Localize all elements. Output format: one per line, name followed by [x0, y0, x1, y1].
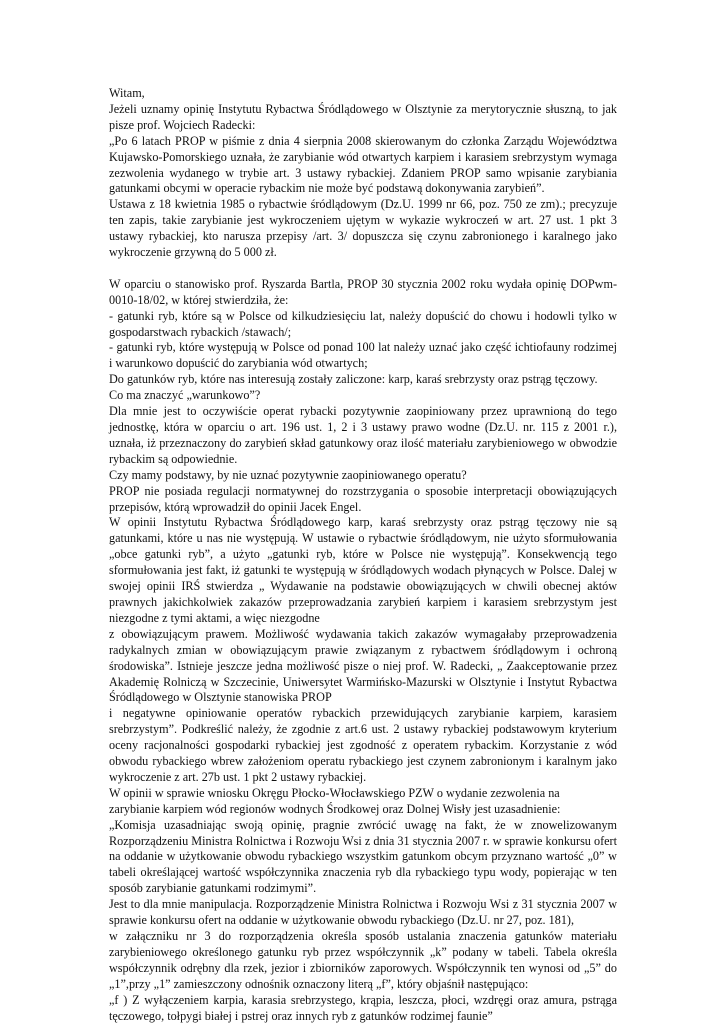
text-line: tabeli określającej wartość współczynnika znaczenia ryb dla rybackiego typu wody, popierając w ten	[109, 865, 617, 880]
text-line: gatunkami obcymi w operacie rybackim nie może być podstawą dokonywania zarybień”.	[109, 181, 545, 196]
text-line: wykroczenie grzywną do 5 000 zł.	[109, 245, 277, 260]
text-line: „1”,przy „1” zamieszczony odnośnik oznaczony literą „f”, który objaśnił następująco:	[109, 976, 529, 991]
text-line: przepisów, którą wprowadził do opinii Jacek Engel.	[109, 499, 362, 514]
text-line: i warunkowo dopuścić do zarybiania wód otwartych;	[109, 356, 368, 371]
text-line: sposób zarybianie gatunkami rodzimymi”.	[109, 881, 317, 896]
text-line: Akademię Rolniczą w Szczecinie, Uniwersytet Warmińsko-Mazurski w Olsztynie i Instytut Rybactwa	[109, 674, 617, 689]
document-body	[109, 86, 617, 1024]
text-line: środowiska”. Istnieje jeszcze jedna możliwość pisze o niej prof. W. Radecki, „ Zaakceptowanie przez	[109, 658, 617, 673]
text-line: Dla mnie jest to oczywiście operat rybacki pozytywnie zaopiniowany przez uprawnioną do tego	[109, 404, 617, 419]
text-line: współczynnik odrębny dla rzek, jezior i zbiorników zaporowych. Współczynnik ten wynosi od „5” do	[109, 960, 617, 975]
text-line: pisze prof. Wojciech Radecki:	[109, 117, 256, 132]
text-line: Kujawsko-Pomorskiego uznała, że zarybianie wód otwartych karpiem i karasiem srebrzystym wymaga	[109, 149, 617, 164]
text-line: „f ) Z wyłączeniem karpia, karasia srebrzystego, krąpia, leszcza, płoci, wzdręgi oraz amura, pstrąga	[109, 992, 617, 1007]
text-line: Czy mamy podstawy, by nie uznać pozytywnie zaopiniowanego operatu?	[109, 467, 467, 482]
text-line: jednostkę, która w oparciu o art. 196 ust. 1, 2 i 3 ustawy prawo wodne (Dz.U. nr. 115 z 2001 r.),	[109, 420, 617, 435]
text-line: 0010-18/02, w której stwierdziła, że:	[109, 292, 289, 307]
text-line: Rozporządzeniu Ministra Rolnictwa i Rozwoju Wsi z dnia 31 stycznia 2007 r. w sprawie konkursu ofert	[109, 833, 617, 848]
text-line: „Komisja uzasadniając swoją opinię, pragnie zwrócić uwagę na fakt, że w znowelizowanym	[109, 817, 617, 832]
text-line: wykroczenie z art. 27b ust. 1 pkt 2 ustawy rybackiej.	[109, 769, 367, 784]
blank-line	[109, 261, 617, 277]
text-line: zezwolenia wydanego w trybie art. 3 ustawy rybackiej. Zdaniem PROP samo wpisanie zarybiania	[109, 165, 617, 180]
text-line: ustawy rybackiej, kto narusza przepisy /art. 3/ dopuszcza się czynu zabronionego i karalnego jako	[109, 229, 617, 244]
text-line: uznała, iż przeznaczony do zarybień skład gatunkowy oraz ilość materiału zarybieniowego w obwodzie	[109, 435, 617, 450]
text-line: Ustawa z 18 kwietnia 1985 o rybactwie śródlądowym (Dz.U. 1999 nr 66, poz. 750 ze zm).; precyzuje	[109, 197, 617, 212]
text-line: PROP nie posiada regulacji normatywnej do rozstrzygania o sposobie interpretacji obowiązujących	[109, 483, 617, 498]
text-line: oceny racjonalności gospodarki rybackiej jest zgodność z operatem rybackim. Korzystanie z wód	[109, 738, 617, 753]
text-line: Do gatunków ryb, które nas interesują zostały zaliczone: karp, karaś srebrzysty oraz pstrąg tęczowy.	[109, 372, 598, 387]
text-line: prawnych jakichkolwiek zakazów przeprowadzania zarybień karpiem i karasiem srebrzystym jest	[109, 594, 617, 609]
text-line: Śródlądowego w Olsztynie stanowiska PROP	[109, 690, 332, 705]
text-line: W opinii w sprawie wniosku Okręgu Płocko-Włocławskiego PZW o wydanie zezwolenia na	[109, 785, 560, 800]
text-line: gospodarstwach rybackich /stawach/;	[109, 324, 292, 339]
text-line: Jest to dla mnie manipulacja. Rozporządzenie Ministra Rolnictwa i Rozwoju Wsi z 31 stycznia 2007 w	[109, 897, 617, 912]
text-line: obwodu rybackiego wbrew założeniom operatu rybackiego jest czynem zabronionym i karalnym jako	[109, 754, 617, 769]
text-line: „obce gatunki ryb”, a użyto „gatunki ryb, które w Polsce nie występują”. Konsekwencją tego	[109, 547, 617, 562]
text-line: w załączniku nr 3 do rozporządzenia określa sposób ustalania znaczenia gatunków materiału	[109, 929, 617, 944]
text-line: Jeżeli uznamy opinię Instytutu Rybactwa Śródlądowego w Olsztynie za merytorycznie słuszną, to jak	[109, 101, 617, 116]
text-line: rybackim są odpowiednie.	[109, 451, 238, 466]
text-line: W oparciu o stanowisko prof. Ryszarda Bartla, PROP 30 stycznia 2002 roku wydała opinię DOPwm-	[109, 276, 617, 291]
text-line: ten zapis, takie zarybianie jest wykroczeniem ujętym w wykazie wykroczeń w art. 27 ust. 1 pkt 3	[109, 213, 617, 228]
text-line: srebrzystym”. Podkreślić należy, że zgodnie z art.6 ust. 2 ustawy rybackiej podstawowym kryterium	[109, 722, 617, 737]
text-line: zarybieniowego określonego gatunku ryb przez współczynnik „k” podany w tabeli. Tabela określa	[109, 944, 617, 959]
text-line: z obowiązującym prawem. Możliwość wydawania takich zakazów wymagałaby przeprowadzenia	[109, 626, 617, 641]
text-line: niezgodne z tymi aktami, a więc niezgodne	[109, 610, 320, 625]
text-line: sformułowania jest fakt, iż gatunki te występują w śródlądowych wodach płynących w Polsce. Dalej w	[109, 563, 617, 578]
text-line: zarybianie karpiem wód regionów wodnych Środkowej oraz Dolnej Wisły jest uzasadnienie:	[109, 801, 561, 816]
text-line: i negatywne opiniowanie operatów rybackich przewidujących zarybianie karpiem, karasiem	[109, 706, 617, 721]
text-line: swojej opinii IRŚ stwierdza „ Wydawanie na podstawie obowiązujących w chwili obecnej aktów	[109, 579, 617, 594]
text-line: Witam,	[109, 86, 145, 100]
text-line: sprawie konkursu ofert na oddanie w użytkowanie obwodu rybackiego (Dz.U. nr 27, poz. 181),	[109, 913, 575, 928]
text-line: „Po 6 latach PROP w piśmie z dnia 4 sierpnia 2008 skierowanym do członka Zarządu Województwa	[109, 133, 617, 148]
text-line: Co ma znaczyć „warunkowo”?	[109, 388, 261, 403]
text-line: - gatunki ryb, które są w Polsce od kilkudziesięciu lat, należy dopuścić do chowu i hodowli tylko w	[109, 308, 617, 323]
text-line: - gatunki ryb, które występują w Polsce od ponad 100 lat należy uznać jako część ichtiofauny rodzimej	[109, 340, 617, 355]
text-line: W opinii Instytutu Rybactwa Śródlądowego karp, karaś srebrzysty oraz pstrąg tęczowy nie są	[109, 515, 617, 530]
text-line: radykalnych zmian w obowiązującym prawie związanym z rybactwem śródlądowym i ochroną	[109, 642, 617, 657]
text-line: tęczowego, tołpygi białej i pstrej oraz innych ryb z gatunków rodzimej faunie”	[109, 1008, 493, 1023]
text-line: na oddanie w użytkowanie obwodu rybackiego wszystkim gatunkom obcym przyznano wartość „0” w	[109, 849, 617, 864]
text-line: gatunkami, które u nas nie występują. W ustawie o rybactwie śródlądowym, nie użyto sformułowania	[109, 531, 617, 546]
